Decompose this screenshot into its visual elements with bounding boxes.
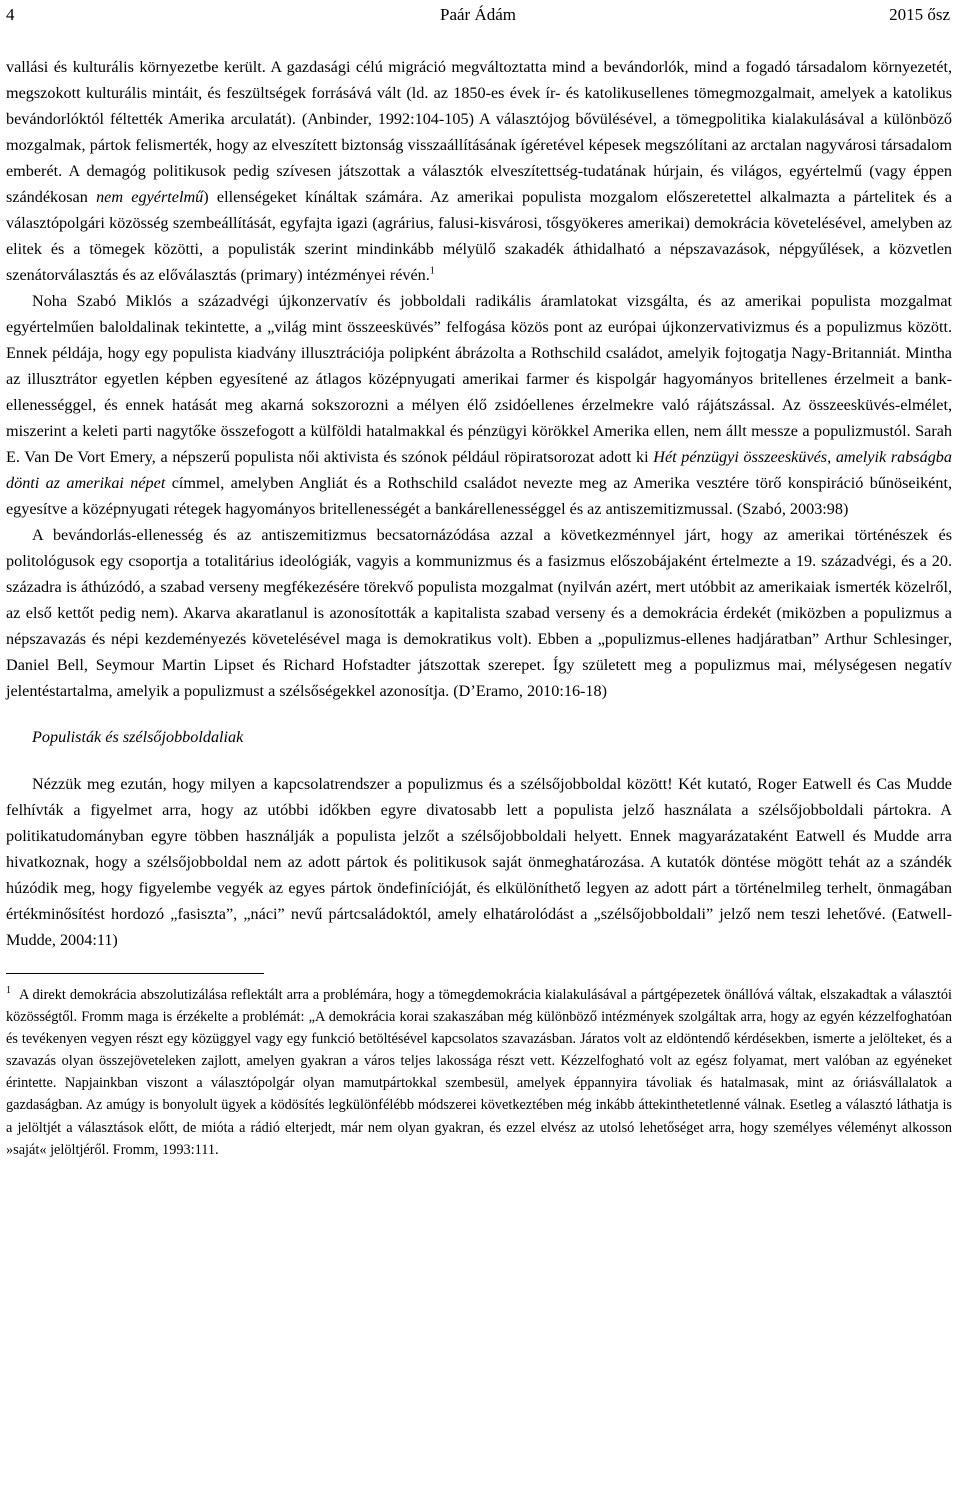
body-text <box>6 54 952 1161</box>
paragraph-text: vallási és kulturális környezetbe került. A gazdasági célú migráció megváltoztatta mind a bevándorlók, mind a fogadó társadalom környezetét, megszokott kulturális mintáit, és feszültségek forrásává vált (ld. az 1850-es évek ír- és katolikusellenes tömegmozgalmait, amelyek a katolikus bevándorlóktól féltették Amerika arculatát). (Anbinder, 1992:104-105) A választójog bővülésével, a tömegpolitika kialakulásával a különböző mozgalmak, pártok felismerték, hogy az elveszített biztonság visszaállításának ígéretével képesek megszólítani az arctalan nagyvárosi társadalom emberét. A demagóg politikusok pedig szívesen játszottak a választók elveszítettség-tudatának húrjain, és világos, egyértelmű (vagy éppen szándékosan <box>6 58 952 206</box>
italic-text: Hét pénzügyi összeesküvés, amelyik rabságba dönti az amerikai népet <box>6 448 952 492</box>
italic-text: nem egyértelmű <box>96 188 204 206</box>
paragraph <box>6 522 952 704</box>
paragraphs-after-heading <box>6 771 952 953</box>
paragraph-text: címmel, amelyben Angliát és a Rothschild családot nevezte meg az Amerika vesztére törő konspiráció bűnöseiként, egyesítve a középnyugati rétegek hagyományos britellenességét a bankárellenességgel és az antiszemitizmussal. (Szabó, 2003:98) <box>6 474 953 518</box>
section-heading: Populisták és szélsőjobboldaliak <box>32 728 244 746</box>
paragraphs-before-heading <box>6 54 952 704</box>
header-author: Paár Ádám <box>439 5 516 24</box>
page-number: 4 <box>6 5 15 24</box>
paragraph <box>6 54 952 288</box>
header-issue: 2015 ősz <box>889 5 950 24</box>
footnote <box>6 984 952 1161</box>
footnote-reference: 1 <box>429 265 435 277</box>
footnote-text: A direkt demokrácia abszolutizálása reflektált arra a problémára, hogy a tömegdemokrácia kialakulásával a pártgépezetek önállóvá váltak, elszakadtak a választói közösségtől. Fromm maga is érzékelte a problémát: „A demokrácia korai szakaszában még különböző intézmények szolgáltak arra, hogy az egyén kézzelfoghatóan és tevékenyen vegyen részt egy közüggyel vagy egy funkció betöltésével kapcsolatos szavazásban. Járatos volt az eldöntendő kérdésekben, ismerte a jelölteket, és a szavazás olyan összejöveteleken zajlott, amelyen gyakran a város teljes lakossága részt vett. Kézzelfogható volt az egész folyamat, mert valóban az egyéneket érintette. Napjainkban viszont a választópolgár olyan mamutpártokkal szembesül, amelyek éppannyira távoliak és hatalmasak, mint az óriásvállalatok a gazdaságban. Az amúgy is bonyolult ügyek a ködösítés legkülönfélébb módszerei következtében még inkább áttekinthetetlenné válnak. Esetleg a választó láthatja is a jelöltjét a választások előtt, de mióta a rádió elterjedt, már nem olyan gyakran, és ezzel elvész az utolsó lehetőséget arra, hogy személyes véleményt alkosson »saját« jelöltjéről. Fromm, 1993:111. <box>6 987 952 1158</box>
paragraph-text: A bevándorlás-ellenesség és az antiszemitizmus becsatornázódása azzal a következménnyel járt, hogy az amerikai történészek és politológusok egy csoportja a totalitárius ideológiák, vagyis a kommunizmus és a fasizmus előszobájaként értelmezte a 19. századvégi, és a 20. századra is áthúzódó, a szabad verseny megfékezésére törekvő populista mozgalmat (nyilván azért, mert utóbbit az amerikaiak ismerték közelről, az első kettőt pedig nem). Akarva akaratlanul is azonosították a kapitalista szabad verseny és a demokrácia érdekét (miközben a populizmus a népszavazás és népi kezdeményezés követelésével maga is demokratikus volt). Ebben a „populizmus-ellenes hadjáratban” Arthur Schlesinger, Daniel Bell, Seymour Martin Lipset és Richard Hofstadter játszottak szerepet. Így született meg a populizmus mai, mélységesen negatív jelentéstartalma, amelyik a populizmust a szélsőségekkel azonosítja. (D’Eramo, 2010:16-18) <box>6 526 952 700</box>
paragraph <box>6 771 952 953</box>
paragraph <box>6 288 952 522</box>
footnote-separator <box>6 973 264 974</box>
paragraph-text: Noha Szabó Miklós a századvégi újkonzervatív és jobboldali radikális áramlatokat vizsgálta, és az amerikai populista mozgalmat egyértelműen baloldalinak tekintette, a „világ mint összeesküvés” felfogása közös pont az európai újkonzervativizmus és a populizmus között. Ennek példája, hogy egy populista kiadvány illusztrációja polipként ábrázolta a Rothschild családot, amelyik fojtogatja Nagy-Britanniát. Mintha az illusztrátor egyetlen képben egyesítené az átlagos középnyugati amerikai farmer és kispolgár hagyományos britellenes érzelmeit a bank-ellenességgel, és ennek hatását meg akarná sokszorozni a mélyen élő zsidóellenes érzelmekre való rájátszással. Az összeesküvés-elmélet, miszerint a keleti parti nagytőke összefogott a külföldi hatalmakkal és pénzügyi körökkel Amerika ellen, nem állt messze a populizmustól. Sarah E. Van De Vort Emery, a népszerű populista női aktivista és szónok például röpiratsorozat adott ki <box>6 292 952 466</box>
footnote-marker: 1 <box>6 985 11 997</box>
paragraph-text: Nézzük meg ezután, hogy milyen a kapcsolatrendszer a populizmus és a szélsőjobboldal között! Két kutató, Roger Eatwell és Cas Mudde felhívták a figyelmet arra, hogy az utóbbi időkben egyre divatosabb lett a populista jelző használata a szélsőjobboldali pártokra. A politikatudományban egyre többen használják a populista jelzőt a szélsőjobboldali helyett. Ennek magyarázataként Eatwell és Mudde arra hivatkoznak, hogy a szélsőjobboldal nem az adott pártok és politikusok saját önmeghatározása. A kutatók döntése mögött tehát az a szándék húzódik meg, hogy figyelembe vegyék az egyes pártok öndefinícióját, és elkülöníthető legyen az adott párt a történelmileg terhelt, önmagában értékminősítést hordozó „fasiszta”, „náci” nevű pártcsaládoktól, amely elhatárolódást a „szélsőjobboldali” jelző nem teszi lehetővé. (Eatwell-Mudde, 2004:11) <box>6 775 952 949</box>
running-header <box>6 2 950 28</box>
paragraph-text: ) ellenségeket kínáltak számára. Az amerikai populista mozgalom előszeretettel alkalmazta a pártelitek és a választópolgári közösség szembeállítását, egyfajta igazi (agrárius, falusi-kisvárosi, tősgyökeres amerikai) demokrácia követelésével, amelyben az elitek és a tömegek közötti, a populisták szerint mindinkább mélyülő szakadék áthidalható a népszavazások, népgyűlések, a közvetlen szenátorválasztás és az előválasztás (primary) intézményei révén. <box>6 188 953 284</box>
